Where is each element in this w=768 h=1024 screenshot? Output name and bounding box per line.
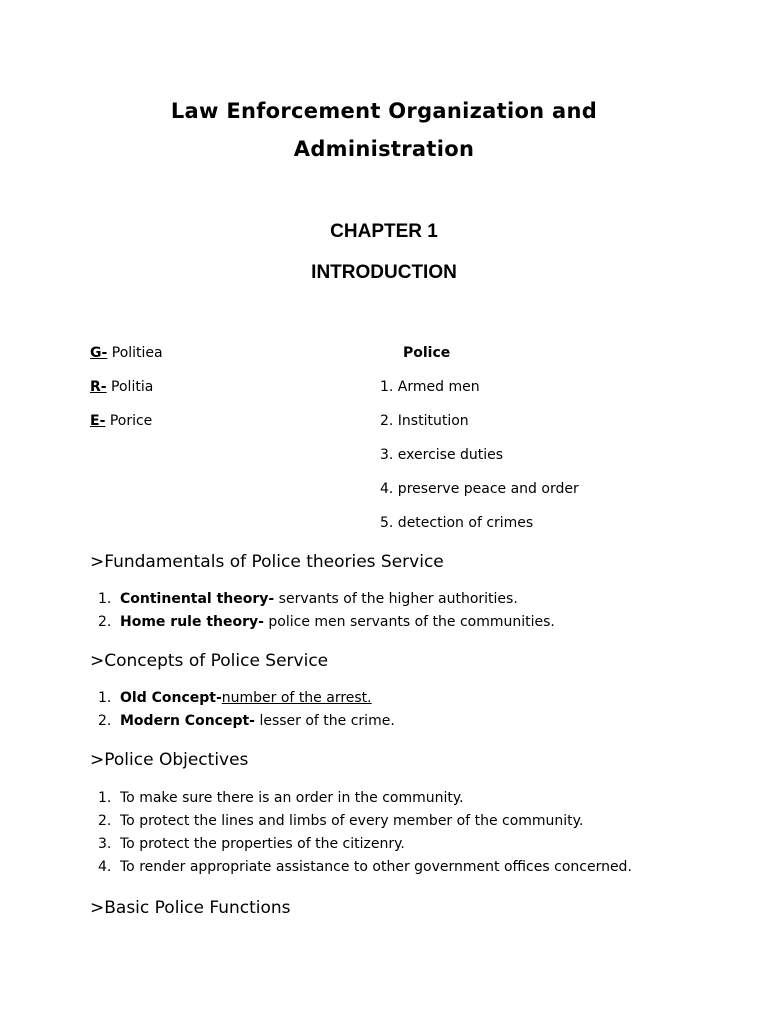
- list-item: [98, 787, 632, 810]
- chapter-number: CHAPTER 1: [330, 221, 438, 242]
- police-item: 2. Institution: [380, 413, 469, 429]
- police-item: 5. detection of crimes: [380, 515, 534, 531]
- list-item: [98, 611, 555, 634]
- item-text: To render appropriate assistance to other government offices concerned.: [120, 859, 632, 875]
- etymology-value: Porice: [105, 413, 153, 429]
- etymology-key: R-: [90, 379, 107, 395]
- item-text: To make sure there is an order in the community.: [120, 790, 464, 806]
- objectives-list: [98, 787, 632, 879]
- section-heading-concepts: >Concepts of Police Service: [90, 651, 329, 671]
- police-item: 3. exercise duties: [380, 447, 504, 463]
- item-number: 1.: [98, 591, 112, 607]
- item-text: To protect the properties of the citizenry.: [120, 836, 405, 852]
- police-item: 4. preserve peace and order: [380, 481, 579, 497]
- list-item: [98, 810, 632, 833]
- chapter-name: INTRODUCTION: [311, 262, 457, 283]
- etymology-english: [90, 413, 152, 429]
- item-text: To protect the lines and limbs of every member of the community.: [120, 813, 584, 829]
- section-heading-objectives: >Police Objectives: [90, 750, 249, 770]
- section-heading-theories: >Fundamentals of Police theories Service: [90, 552, 444, 572]
- item-number: 2.: [98, 713, 112, 729]
- etymology-value: Politia: [106, 379, 154, 395]
- item-desc: number of the arrest.: [221, 690, 372, 706]
- item-desc: police men servants of the communities.: [263, 614, 555, 630]
- document-title: [0, 92, 768, 168]
- list-item: [98, 588, 555, 611]
- item-term: Continental theory-: [120, 591, 275, 607]
- section-heading-functions: >Basic Police Functions: [90, 898, 291, 918]
- theories-list: [98, 588, 555, 634]
- item-desc: lesser of the crime.: [255, 713, 395, 729]
- list-item: [98, 687, 395, 710]
- police-heading: Police: [403, 345, 451, 361]
- list-item: [98, 833, 632, 856]
- item-term: Home rule theory-: [120, 614, 264, 630]
- etymology-roman: [90, 379, 153, 395]
- etymology-greek: [90, 345, 163, 361]
- title-line-2: Administration: [293, 137, 475, 161]
- police-item: 1. Armed men: [380, 379, 480, 395]
- etymology-key: G-: [90, 345, 108, 361]
- item-term: Old Concept-: [120, 690, 222, 706]
- list-item: [98, 856, 632, 879]
- item-number: 4.: [98, 859, 112, 875]
- item-number: 2.: [98, 614, 112, 630]
- item-number: 1.: [98, 690, 112, 706]
- etymology-key: E-: [90, 413, 106, 429]
- concepts-list: [98, 687, 395, 733]
- etymology-value: Politiea: [107, 345, 163, 361]
- title-line-1: Law Enforcement Organization and: [170, 99, 598, 123]
- item-number: 3.: [98, 836, 112, 852]
- item-desc: servants of the higher authorities.: [274, 591, 518, 607]
- item-number: 1.: [98, 790, 112, 806]
- item-number: 2.: [98, 813, 112, 829]
- list-item: [98, 710, 395, 733]
- item-term: Modern Concept-: [120, 713, 255, 729]
